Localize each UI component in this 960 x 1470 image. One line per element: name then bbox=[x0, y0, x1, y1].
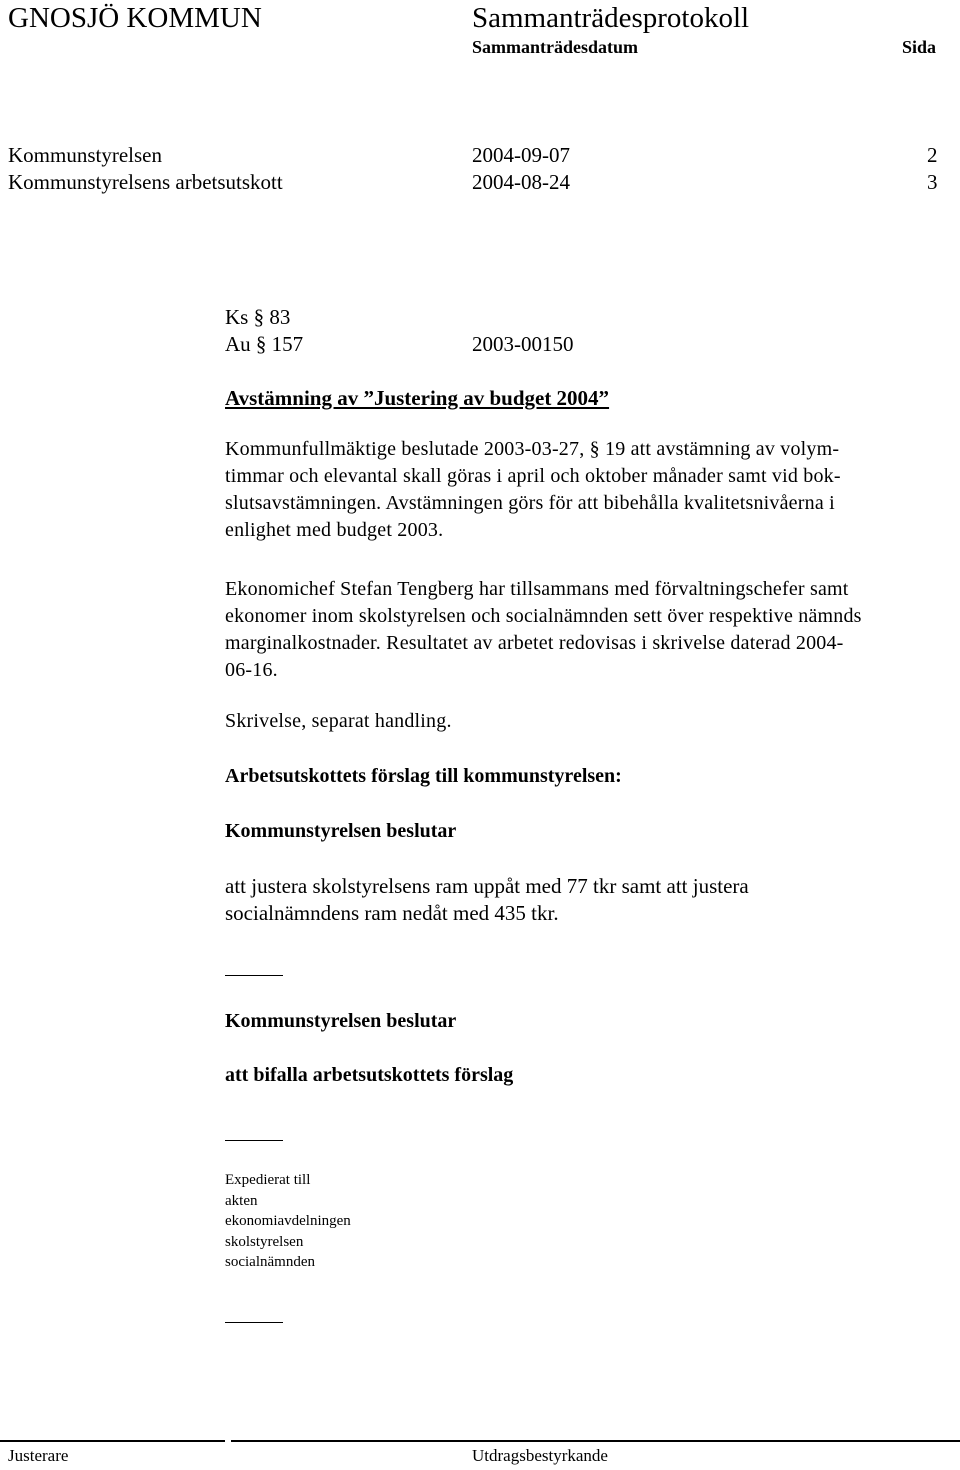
footer-rule bbox=[0, 1440, 960, 1442]
meeting-page: 3 bbox=[927, 170, 938, 194]
meeting-page: 2 bbox=[927, 143, 938, 167]
separator-line bbox=[225, 1322, 283, 1323]
footer-signer-label: Justerare bbox=[8, 1446, 69, 1465]
municipality-name: GNOSJÖ KOMMUN bbox=[8, 2, 262, 34]
text-line: Kommunfullmäktige beslutade 2003-03-27, § 19 att avstämning av volym- bbox=[225, 438, 840, 460]
separator-line bbox=[225, 1140, 283, 1141]
footer-certification-label: Utdragsbestyrkande bbox=[472, 1446, 608, 1465]
proposal-heading: Arbetsutskottets förslag till kommunstyrelsen: bbox=[225, 765, 622, 787]
text-line: enlighet med budget 2003. bbox=[225, 519, 444, 541]
diary-number: 2003-00150 bbox=[472, 332, 574, 356]
distribution-item: skolstyrelsen bbox=[225, 1233, 304, 1250]
separator-line bbox=[225, 975, 283, 976]
case-title: Avstämning av ”Justering av budget 2004” bbox=[225, 386, 610, 410]
attachment-note: Skrivelse, separat handling. bbox=[225, 710, 452, 732]
text-line: ekonomer inom skolstyrelsen och socialnämnden sett över respektive nämnds bbox=[225, 605, 862, 627]
au-reference: Au § 157 bbox=[225, 332, 304, 356]
meeting-date-label: Sammanträdesdatum bbox=[472, 37, 639, 57]
paragraph-background bbox=[225, 436, 950, 544]
distribution-title: Expedierat till bbox=[225, 1172, 311, 1188]
document-title: Sammanträdesprotokoll bbox=[472, 2, 750, 34]
decision-heading: Kommunstyrelsen beslutar bbox=[225, 1010, 457, 1032]
distribution-item: akten bbox=[225, 1192, 258, 1209]
distribution-item: ekonomiavdelningen bbox=[225, 1213, 351, 1229]
text-line: marginalkostnader. Resultatet av arbetet redovisas i skrivelse daterad 2004- bbox=[225, 632, 844, 654]
text-line: Ekonomichef Stefan Tengberg har tillsammans med förvaltningschefer samt bbox=[225, 578, 849, 600]
meeting-body: Kommunstyrelsens arbetsutskott bbox=[8, 170, 283, 194]
distribution-item: socialnämnden bbox=[225, 1254, 315, 1270]
decision-text: att bifalla arbetsutskottets förslag bbox=[225, 1064, 514, 1086]
text-line: socialnämndens ram nedåt med 435 tkr. bbox=[225, 901, 559, 925]
decision-heading: Kommunstyrelsen beslutar bbox=[225, 820, 457, 842]
decision-text bbox=[225, 873, 950, 927]
distribution-list bbox=[225, 1170, 351, 1273]
meeting-date: 2004-08-24 bbox=[472, 170, 570, 194]
text-line: 06-16. bbox=[225, 659, 278, 681]
text-line: att justera skolstyrelsens ram uppåt med 77 tkr samt att justera bbox=[225, 874, 749, 898]
page-label: Sida bbox=[902, 37, 937, 57]
text-line: timmar och elevantal skall göras i april och oktober månader samt vid bok- bbox=[225, 465, 841, 487]
paragraph-review bbox=[225, 576, 950, 684]
meeting-body: Kommunstyrelsen bbox=[8, 143, 162, 167]
text-line: slutsavstämningen. Avstämningen görs för att bibehålla kvalitetsnivåerna i bbox=[225, 492, 835, 514]
meeting-date: 2004-09-07 bbox=[472, 143, 570, 167]
ks-reference: Ks § 83 bbox=[225, 305, 291, 329]
